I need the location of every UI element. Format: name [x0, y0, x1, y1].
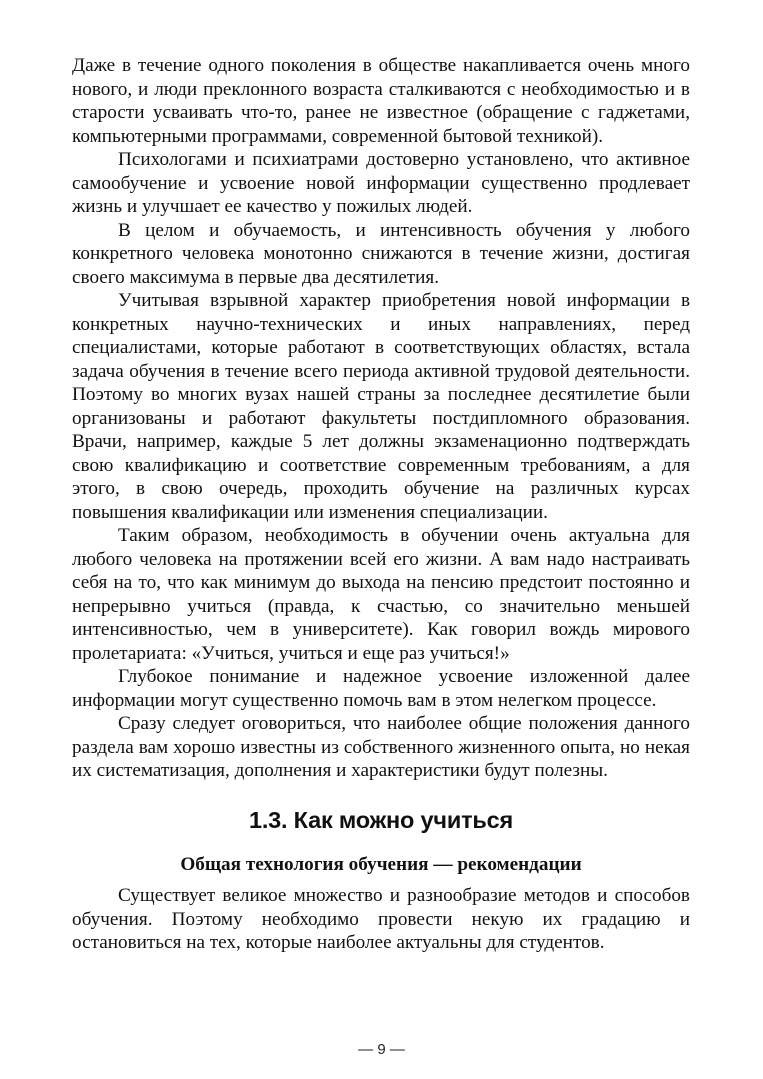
paragraph-intro-6: Глубокое понимание и надежное усвоение изложенной далее информации могут существенно помочь вам в этом нелегком процессе. — [72, 666, 690, 711]
paragraph-intro-5: Таким образом, необходимость в обучении очень актуальна для любого человека на протяжении всей его жизни. А вам надо настраивать себя на то, что как минимум до выхода на пенсию предстоит постоянно и непрерывно учиться (правда, к счастью, со значительно меньшей интенсивностью, чем в университете). Как говорил вождь мирового пролетариата: «Учиться, учиться и еще раз учиться!» — [72, 525, 690, 664]
paragraph-section-1: Существует великое множество и разнообразие методов и способов обучения. Поэтому необходимо провести некую их градацию и остановиться на тех, которые наиболее актуальны для студентов. — [72, 885, 690, 953]
subsection-title: Общая технология обучения — рекомендации — [180, 853, 582, 875]
page-number: — 9 — — [358, 1041, 405, 1058]
paragraph-intro-4: Учитывая взрывной характер приобретения новой информации в конкретных научно-технических и иных направлениях, перед специалистами, которые работают в соответствующих областях, встала задача обучения в течение всего периода активной трудовой деятельности. Поэтому во многих вузах нашей страны за последнее десятилетие были организованы и работают факультеты постдипломного образования. Врачи, например, каждые 5 лет должны экзаменационно подтверждать свою квалификацию и соответствие современным требованиям, а для этого, в свою очередь, проходить обучение на различных курсах повышения квалификации или изменения специализации. — [72, 290, 690, 523]
paragraph-intro-7: Сразу следует оговориться, что наиболее общие положения данного раздела вам хорошо известны из собственного жизненного опыта, но некая их систематизация, дополнения и характеристики будут полезны. — [72, 713, 690, 781]
paragraph-intro-2: Психологами и психиатрами достоверно установлено, что активное самообучение и усвоение новой информации существенно продлевает жизнь и улучшает ее качество у пожилых людей. — [72, 149, 690, 217]
paragraph-intro-1: Даже в течение одного поколения в обществе накапливается очень много нового, и люди преклонного возраста сталкиваются с необходимостью и в старости усваивать что-то, ранее не известное (обращение с гаджетами, компьютерными программами, современной бытовой техникой). — [72, 55, 690, 147]
paragraph-intro-3: В целом и обучаемость, и интенсивность обучения у любого конкретного человека монотонно снижаются в течение жизни, достигая своего максимума в первые два десятилетия. — [72, 219, 690, 288]
section-title: 1.3. Как можно учиться — [248, 806, 514, 833]
page-content — [72, 54, 690, 955]
